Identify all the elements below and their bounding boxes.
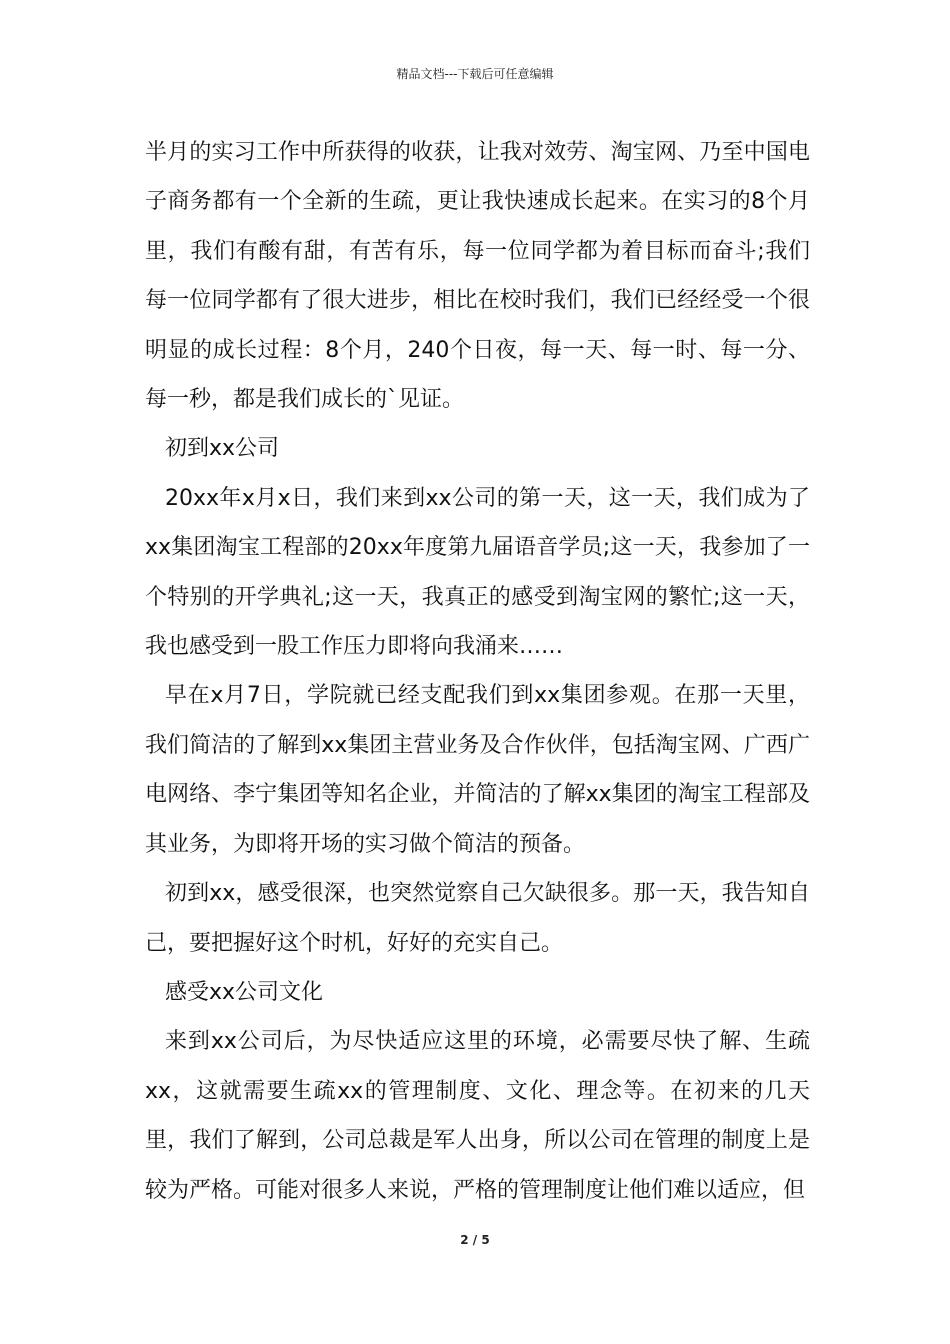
paragraph-visit: 早在x月7日，学院就已经支配我们到xx集团参观。在那一天里，我们简洁的了解到xx集团主营业务及合作伙伴，包括淘宝网、广西广电网络、李宁集团等知名企业，并简洁的了解xx集团的淘宝工程部及其业务，为即将开场的实习做个简洁的预备。 [145, 683, 810, 857]
paragraph-culture: 来到xx公司后，为尽快适应这里的环境，必需要尽快了解、生疏xx，这就需要生疏xx的管理制度、文化、理念等。在初来的几天里，我们了解到，公司总裁是军人出身，所以公司在管理的制度上是较为严格。可能对很多人来说，严格的管理制度让他们难以适应，但 [145, 1029, 810, 1203]
document-body [145, 128, 810, 1215]
page-number: 2 / 5 [460, 1233, 490, 1247]
section-heading-culture: 感受xx公司文化 [165, 979, 324, 1005]
page-header: 精品文档---下载后可任意编辑 [396, 67, 554, 81]
paragraph-internship-summary: 半月的实习工作中所获得的收获，让我对效劳、淘宝网、乃至中国电子商务都有一个全新的生疏，更让我快速成长起来。在实习的8个月里，我们有酸有甜，有苦有乐，每一位同学都为着目标而奋斗;我们每一位同学都有了很大进步，相比在校时我们，我们已经经受一个很明显的成长过程：8个月，240个日夜，每一天、每一时、每一分、每一秒，都是我们成长的`见证。 [145, 140, 810, 413]
paragraph-first-day: 20xx年x月x日，我们来到xx公司的第一天，这一天，我们成为了xx集团淘宝工程部的20xx年度第九届语音学员;这一天，我参加了一个特别的开学典礼;这一天，我真正的感受到淘宝网的繁忙;这一天，我也感受到一股工作压力即将向我涌来…… [145, 485, 810, 660]
section-heading-arrival: 初到xx公司 [165, 436, 280, 462]
paragraph-first-impression: 初到xx，感受很深，也突然觉察自己欠缺很多。那一天，我告知自己，要把握好这个时机，好好的充实自己。 [145, 881, 810, 956]
